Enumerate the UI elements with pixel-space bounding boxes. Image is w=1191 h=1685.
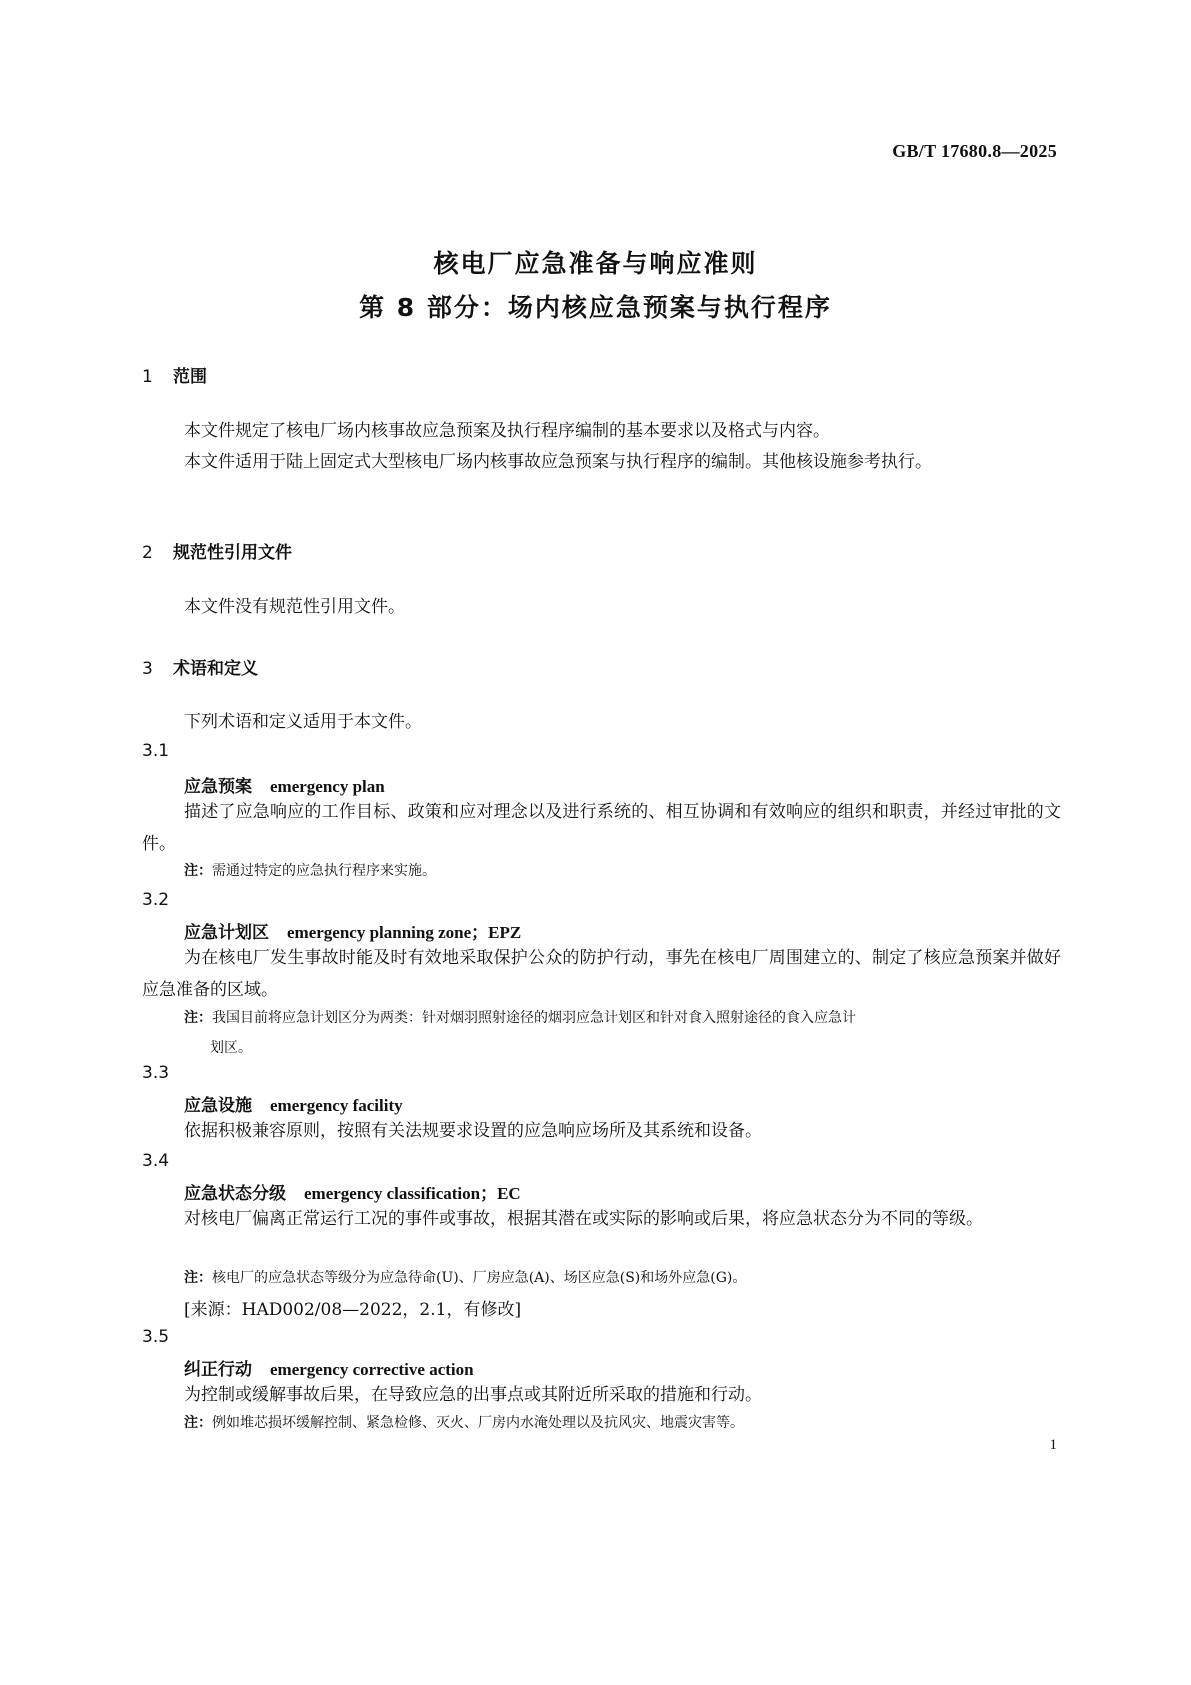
note-label: 注： bbox=[184, 1270, 212, 1286]
term-definition: 描述了应急响应的工作目标、政策和应对理念以及进行系统的、相互协调和有效响应的组织和职责，并经过审批的文件。 bbox=[142, 802, 1061, 854]
term-number: 3.4 bbox=[142, 1151, 170, 1171]
document-title-line1: 核电厂应急准备与响应准则 bbox=[433, 249, 758, 278]
term-number: 3.5 bbox=[142, 1327, 170, 1347]
note-text: 例如堆芯损坏缓解控制、紧急检修、灭火、厂房内水淹处理以及抗风灾、地震灾害等。 bbox=[212, 1415, 744, 1431]
note-label: 注： bbox=[184, 1415, 212, 1431]
term-heading bbox=[184, 1091, 403, 1116]
term-english: emergency corrective action bbox=[270, 1360, 474, 1379]
term-heading bbox=[184, 1179, 521, 1204]
term-english: emergency planning zone；EPZ bbox=[287, 923, 522, 942]
term-definition: 对核电厂偏离正常运行工况的事件或事故，根据其潜在或实际的影响或后果，将应急状态分为不同的等级。 bbox=[184, 1209, 983, 1229]
section-title: 术语和定义 bbox=[173, 659, 258, 679]
page-number: 1 bbox=[1049, 1437, 1057, 1453]
term-chinese: 应急状态分级 bbox=[184, 1184, 286, 1204]
term-note bbox=[184, 1003, 1062, 1063]
section-title: 规范性引用文件 bbox=[173, 543, 292, 563]
note-text: 核电厂的应急状态等级分为应急待命(U)、厂房应急(A)、场区应急(S)和场外应急(G)。 bbox=[212, 1270, 747, 1286]
note-text: 需通过特定的应急执行程序来实施。 bbox=[212, 863, 436, 879]
term-number: 3.3 bbox=[142, 1063, 170, 1083]
note-label: 注： bbox=[184, 1010, 212, 1026]
note-text: 我国目前将应急计划区分为两类：针对烟羽照射途径的烟羽应急计划区和针对食入照射途径的食入应急计 bbox=[212, 1010, 856, 1026]
term-number: 3.1 bbox=[142, 741, 170, 761]
term-chinese: 应急预案 bbox=[184, 777, 252, 797]
term-definition: 为控制或缓解事故后果，在导致应急的出事点或其附近所采取的措施和行动。 bbox=[184, 1385, 762, 1405]
section-3-heading bbox=[142, 654, 258, 679]
term-number: 3.2 bbox=[142, 890, 170, 910]
section-title: 范围 bbox=[173, 367, 207, 387]
paragraph: 下列术语和定义适用于本文件。 bbox=[184, 712, 422, 732]
section-number: 1 bbox=[142, 367, 153, 387]
document-title-line2: 第 8 部分：场内核应急预案与执行程序 bbox=[359, 293, 832, 322]
term-chinese: 应急计划区 bbox=[184, 923, 269, 943]
note-label: 注： bbox=[184, 863, 212, 879]
section-number: 2 bbox=[142, 543, 153, 563]
paragraph: 本文件没有规范性引用文件。 bbox=[184, 597, 405, 617]
term-source: [来源：HAD002/08—2022，2.1，有修改] bbox=[184, 1300, 522, 1320]
paragraph: 本文件适用于陆上固定式大型核电厂场内核事故应急预案与执行程序的编制。其他核设施参考执行。 bbox=[184, 452, 932, 472]
term-note bbox=[184, 1263, 1062, 1293]
term-english: emergency plan bbox=[270, 777, 385, 796]
section-2-heading bbox=[142, 538, 292, 563]
term-heading bbox=[184, 772, 385, 797]
term-english: emergency facility bbox=[270, 1096, 403, 1115]
term-definition: 为在核电厂发生事故时能及时有效地采取保护公众的防护行动，事先在核电厂周围建立的、制定了核应急预案并做好应急准备的区域。 bbox=[142, 948, 1061, 1000]
section-1-heading bbox=[142, 362, 207, 387]
term-english: emergency classification；EC bbox=[304, 1184, 521, 1203]
standard-number: GB/T 17680.8—2025 bbox=[892, 141, 1057, 161]
note-text-continued: 划区。 bbox=[210, 1040, 252, 1056]
term-heading bbox=[184, 918, 521, 943]
section-number: 3 bbox=[142, 659, 153, 679]
term-chinese: 应急设施 bbox=[184, 1096, 252, 1116]
term-heading bbox=[184, 1355, 474, 1380]
term-chinese: 纠正行动 bbox=[184, 1360, 252, 1380]
term-note bbox=[184, 1408, 1062, 1438]
term-definition: 依据积极兼容原则，按照有关法规要求设置的应急响应场所及其系统和设备。 bbox=[184, 1121, 762, 1141]
term-note bbox=[184, 856, 1062, 886]
paragraph: 本文件规定了核电厂场内核事故应急预案及执行程序编制的基本要求以及格式与内容。 bbox=[184, 421, 830, 441]
